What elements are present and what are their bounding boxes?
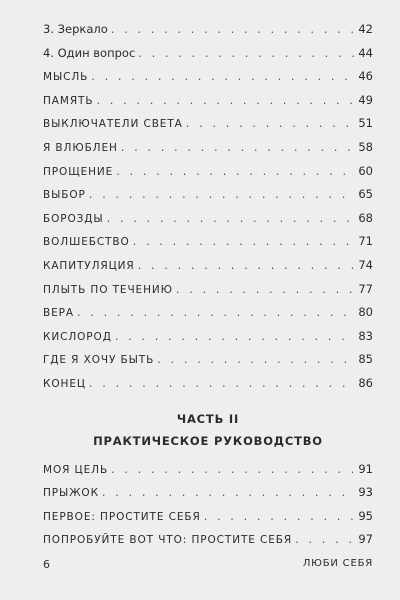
toc-entry-title: КОНЕЦ [43,377,86,390]
toc-entry [43,481,373,505]
toc-entry-title: КАПИТУЛЯЦИЯ [43,259,135,272]
toc-entry [43,505,373,529]
toc-entry-title: ВЫБОР [43,189,86,202]
dot-leader [133,230,356,254]
dot-leader [107,207,356,231]
toc-entry-page: 95 [358,508,373,523]
toc-entry-page: 60 [358,163,373,178]
running-title: ЛЮБИ СЕБЯ [302,558,373,569]
toc-part-2-list [43,458,373,552]
toc-entry-page: 85 [358,352,373,367]
toc-entry-title: ГДЕ Я ХОЧУ БЫТЬ [43,354,155,367]
dot-leader [89,372,355,396]
toc-entry-title: Я ВЛЮБЛЕН [43,141,118,154]
dot-leader [157,348,355,372]
dot-leader [138,254,356,278]
toc-entry-title: ПЕРВОЕ: ПРОСТИТЕ СЕБЯ [43,510,201,523]
toc-entry-page: 65 [358,187,373,202]
toc-entry [43,207,373,231]
toc-entry [43,348,373,372]
toc-entry-title: КИСЛОРОД [43,330,112,343]
toc-entry-page: 51 [358,116,373,131]
toc-entry-page: 77 [358,281,373,296]
dot-leader [96,89,355,113]
dot-leader [186,112,356,136]
toc-entry-page: 44 [358,45,373,60]
toc-entry-page: 68 [358,210,373,225]
toc-entry-page: 74 [358,257,373,272]
toc-entry [43,230,373,254]
toc-entry [43,372,373,396]
toc-entry [43,301,373,325]
toc-entry [43,18,373,42]
page-number: 6 [43,558,50,571]
part-subheading: ПРАКТИЧЕСКОЕ РУКОВОДСТВО [93,433,323,448]
dot-leader [77,301,355,325]
dot-leader [121,136,356,160]
toc-entry-page: 83 [358,328,373,343]
toc-entry [43,528,373,552]
toc-entry-page: 46 [358,69,373,84]
dot-leader [115,325,356,349]
dot-leader [111,18,356,42]
dot-leader [176,278,355,302]
toc-entry-page: 71 [358,234,373,249]
dot-leader [295,528,355,552]
toc-entry-page: 49 [358,92,373,107]
table-of-contents [43,18,373,552]
part-heading: ЧАСТЬ II [176,411,240,426]
toc-entry-page: 91 [358,461,373,476]
toc-entry [43,112,373,136]
dot-leader [116,160,355,184]
toc-entry-page: 93 [358,485,373,500]
toc-entry [43,458,373,482]
toc-entry-page: 86 [358,375,373,390]
toc-entry [43,42,373,66]
toc-entry-title: 4. Один вопрос [43,45,136,60]
dot-leader [102,481,355,505]
toc-entry-title: 3. Зеркало [43,22,108,36]
dot-leader [89,183,356,207]
dot-leader [204,505,356,529]
toc-entry [43,89,373,113]
toc-part-1-list [43,18,373,396]
toc-entry-title: ВЫКЛЮЧАТЕЛИ СВЕТА [43,118,183,131]
toc-entry-title: МОЯ ЦЕЛЬ [43,463,109,476]
page-footer [43,558,373,571]
toc-entry [43,160,373,184]
toc-entry-title: ПРОЩЕНИЕ [43,165,114,178]
toc-entry [43,183,373,207]
toc-entry-title: ПАМЯТЬ [43,94,94,107]
dot-leader [91,65,355,89]
toc-entry-page: 97 [358,532,373,547]
toc-entry [43,254,373,278]
toc-entry [43,278,373,302]
toc-entry-page: 80 [358,305,373,320]
toc-entry [43,136,373,160]
toc-entry [43,325,373,349]
toc-entry-title: ПРЫЖОК [43,487,99,500]
toc-entry-title: ПЛЫТЬ ПО ТЕЧЕНИЮ [43,283,173,296]
toc-entry-page: 42 [358,22,373,36]
toc-entry-page: 58 [358,139,373,154]
toc-entry-title: ВОЛШЕБСТВО [43,236,130,249]
toc-entry [43,65,373,89]
toc-entry-title: ВЕРА [43,307,74,320]
dot-leader [111,458,355,482]
toc-entry-title: МЫСЛЬ [43,71,89,84]
toc-entry-title: БОРОЗДЫ [43,212,104,225]
toc-entry-title: ПОПРОБУЙТЕ ВОТ ЧТО: ПРОСТИТЕ СЕБЯ [43,534,293,547]
dot-leader [138,42,355,66]
